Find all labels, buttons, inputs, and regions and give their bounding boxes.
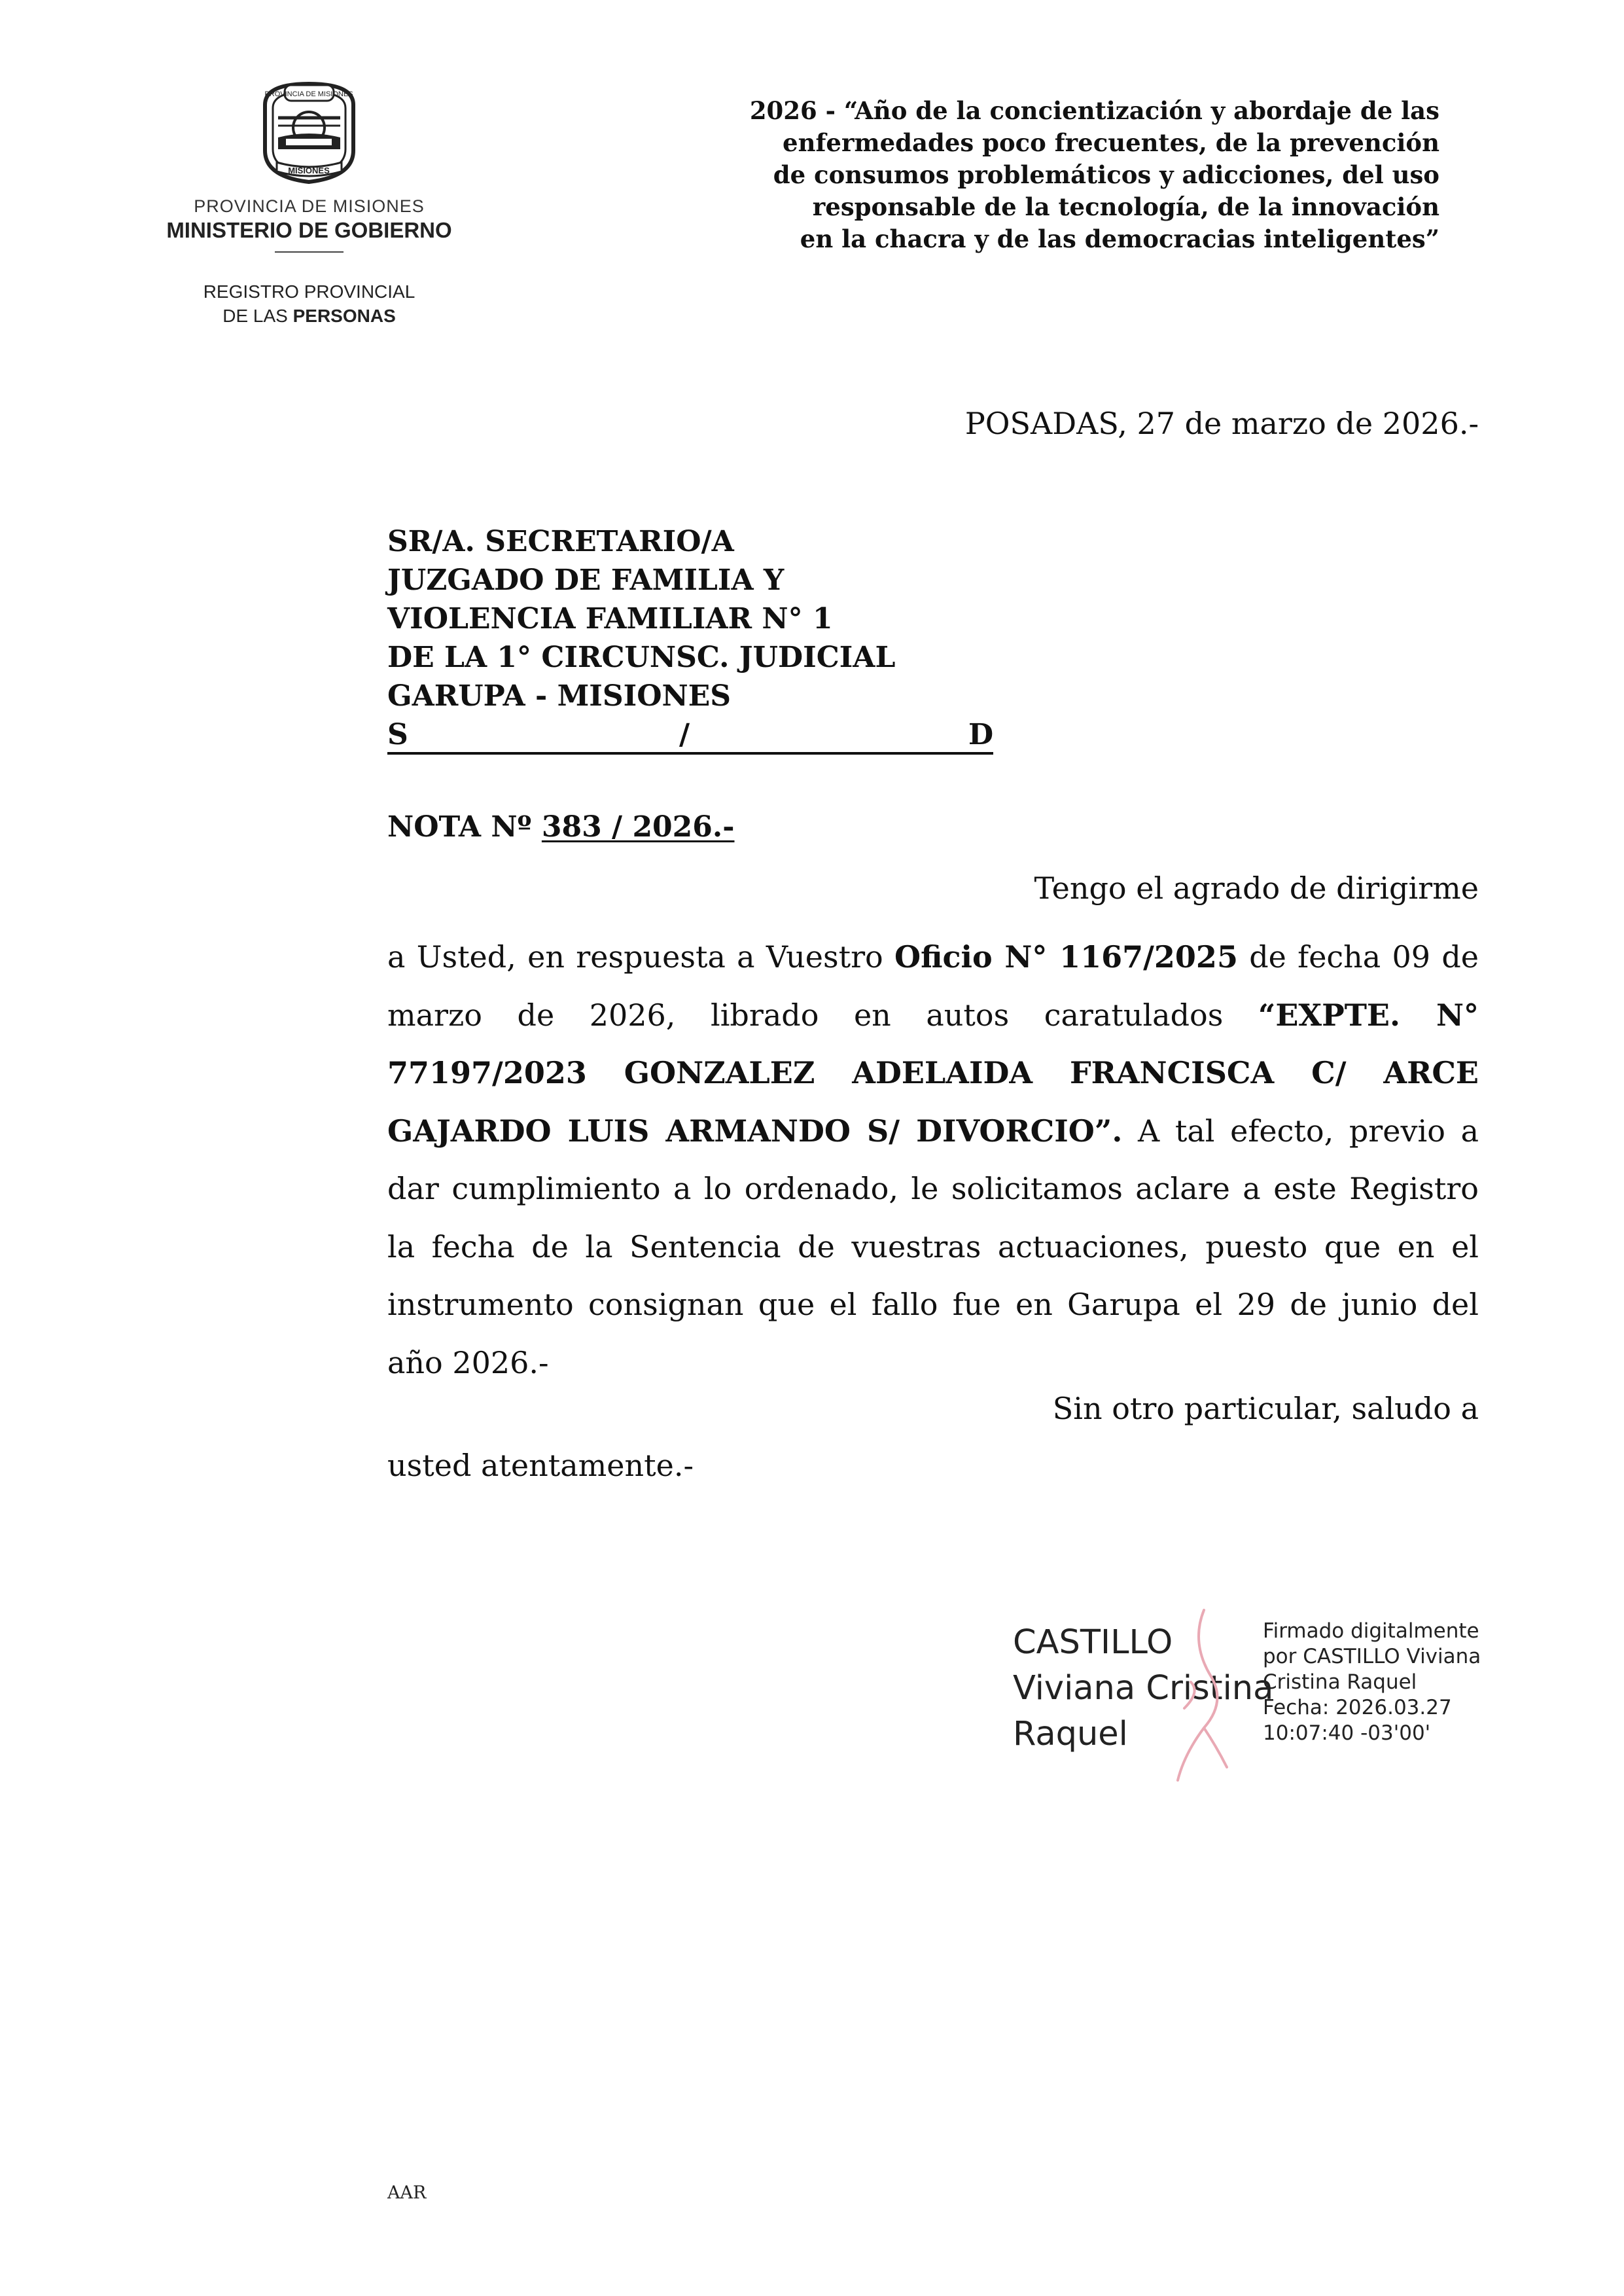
addressee-line: GARUPA - MISIONES xyxy=(387,679,732,713)
signature-meta-line: 10:07:40 -03'00' xyxy=(1263,1721,1431,1745)
body-paragraph xyxy=(387,928,1479,1391)
emblem-bottom-text: MISIONES xyxy=(288,166,330,175)
signature-scribble-icon xyxy=(1165,1604,1237,1787)
digital-signature-info xyxy=(1263,1619,1481,1746)
registry-line2-prefix: DE LAS xyxy=(222,306,293,326)
emblem-top-text: PROVINCIA DE MISIONES xyxy=(264,90,353,98)
sd-line xyxy=(387,715,993,754)
body-text-3: A tal efecto, previo a dar cumplimiento a lo ordenado, le solicitamos aclare a este Registro la fecha de la Sentencia de vuestras actuaciones, puesto que en el instrumento consignan que el fallo fue en Garupa el 29 de junio del año 2026.- xyxy=(387,1113,1479,1380)
signer-name-line: Viviana Cristina xyxy=(1013,1669,1274,1708)
addressee-line: SR/A. SECRETARIO/A xyxy=(387,525,734,558)
body-text-2: de fecha 09 de marzo de 2026, librado en autos caratulados xyxy=(387,939,1479,1033)
registry-line2-bold: PERSONAS xyxy=(292,306,396,326)
sd-d: D xyxy=(968,718,994,751)
author-initials: AAR xyxy=(387,2183,427,2203)
addressee-block xyxy=(387,522,1042,754)
addressee-line: VIOLENCIA FAMILIAR N° 1 xyxy=(387,602,833,636)
note-number: 383 / 2026.- xyxy=(541,810,735,844)
sd-underline xyxy=(387,752,993,755)
motto-line: responsable de la tecnología, de la innovación xyxy=(812,192,1439,221)
note-label: NOTA Nº xyxy=(387,810,542,844)
signature-meta-line: Cristina Raquel xyxy=(1263,1670,1417,1694)
motto-line: en la chacra y de las democracias inteligentes” xyxy=(800,224,1439,253)
oficio-reference: Oficio N° 1167/2025 xyxy=(894,939,1238,975)
registry-label-line1: REGISTRO PROVINCIAL xyxy=(203,281,415,302)
signature-meta-line: por CASTILLO Viviana xyxy=(1263,1645,1481,1668)
motto-line: de consumos problemáticos y adicciones, del uso xyxy=(773,160,1439,189)
motto-line: enfermedades poco frecuentes, de la prevención xyxy=(783,128,1439,157)
case-title: “EXPTE. N° 77197/2023 GONZALEZ ADELAIDA FRANCISCA C/ ARCE GAJARDO LUIS ARMANDO S/ DIVORCIO”. xyxy=(387,997,1479,1149)
signature-meta-line: Firmado digitalmente xyxy=(1263,1619,1479,1643)
closing-line-2: usted atentamente.- xyxy=(387,1448,694,1483)
coat-of-arms-icon xyxy=(252,79,366,187)
signature-meta-line: Fecha: 2026.03.27 xyxy=(1263,1696,1452,1719)
date-line: POSADAS, 27 de marzo de 2026.- xyxy=(964,406,1479,441)
note-heading xyxy=(387,810,734,844)
header-divider xyxy=(275,251,344,253)
province-label: PROVINCIA DE MISIONES xyxy=(194,196,425,216)
signer-name-line: CASTILLO xyxy=(1013,1623,1173,1662)
registry-label-line2 xyxy=(131,306,487,327)
sd-slash: / xyxy=(679,718,690,751)
addressee-line: DE LA 1° CIRCUNSC. JUDICIAL xyxy=(387,641,896,674)
motto-line: 2026 - “Año de la concientización y abordaje de las xyxy=(749,96,1439,125)
year-motto xyxy=(654,95,1439,255)
signer-name-line: Raquel xyxy=(1013,1715,1128,1753)
body-opening: Tengo el agrado de dirigirme xyxy=(1034,870,1479,906)
closing-line-1: Sin otro particular, saludo a xyxy=(1052,1391,1479,1426)
sd-s: S xyxy=(387,718,408,751)
addressee-line: JUZGADO DE FAMILIA Y xyxy=(387,564,785,597)
ministry-label: MINISTERIO DE GOBIERNO xyxy=(166,218,452,242)
body-text-1: a Usted, en respuesta a Vuestro xyxy=(387,939,895,975)
